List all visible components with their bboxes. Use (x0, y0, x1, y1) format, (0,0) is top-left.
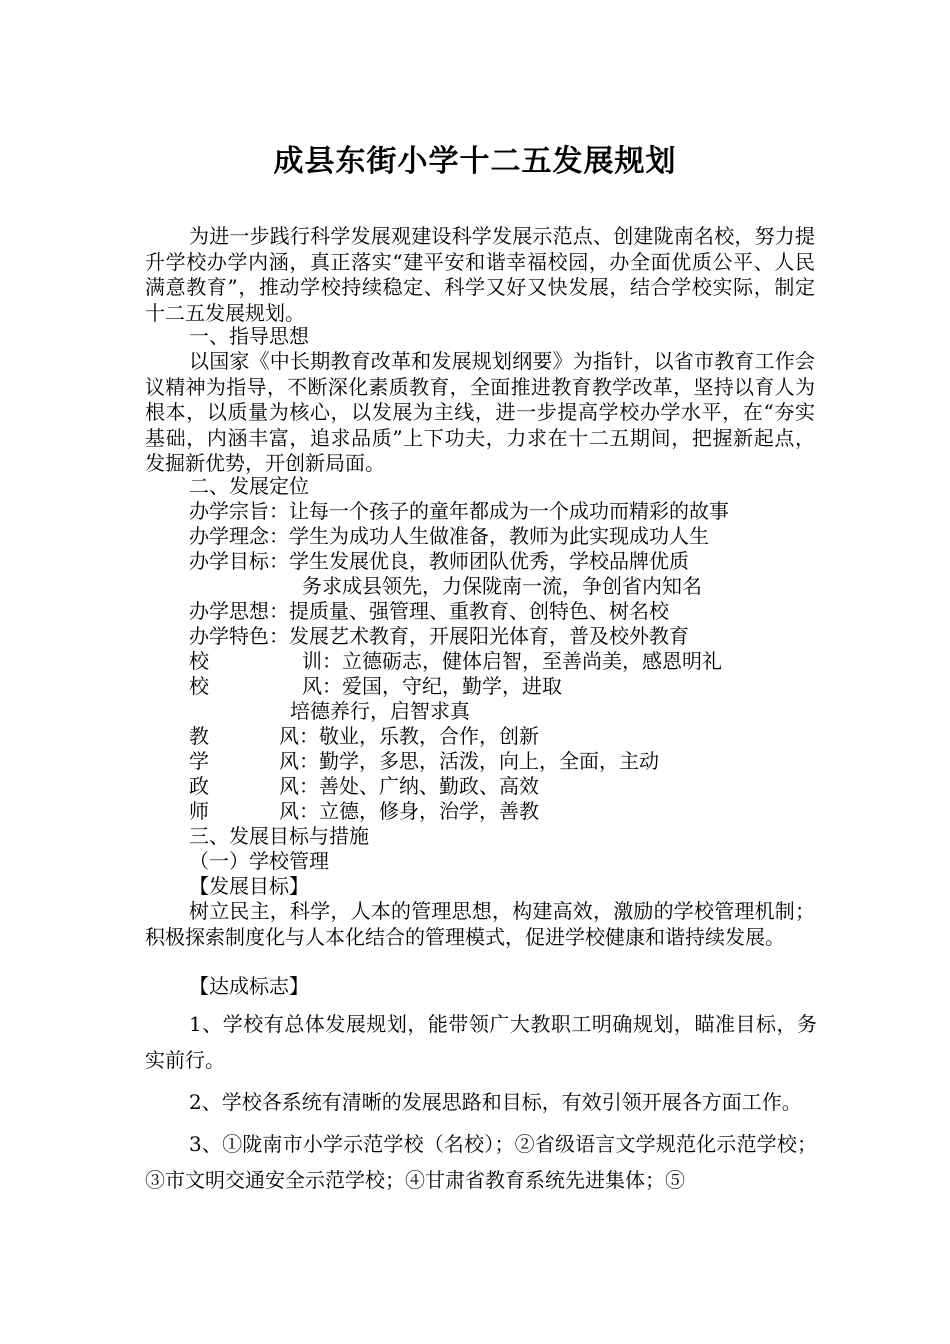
section3-heading: 三、发展目标与措施 (189, 824, 369, 848)
xiaofeng-text: 爱国，守纪，勤学，进取 (342, 674, 562, 698)
feng-char1: 政 (189, 774, 209, 798)
positioning-row (189, 499, 729, 524)
section3-sub1: （一）学校管理 (189, 849, 329, 873)
positioning-label: 办学特色： (189, 624, 289, 648)
positioning-value: 学生发展优良，教师团队优秀，学校品牌优质 (289, 549, 689, 573)
feng-char1: 师 (189, 799, 209, 823)
feng-row (189, 724, 539, 749)
positioning-value: 发展艺术教育，开展阳光体育，普及校外教育 (289, 624, 689, 648)
feng-char2: 风： (279, 799, 319, 823)
xiaofeng-row (189, 674, 562, 699)
document-title: 成县东街小学十二五发展规划 (273, 144, 677, 179)
feng-row (189, 749, 659, 774)
mark-tag: 【达成标志】 (189, 974, 309, 998)
goal-paragraph (145, 899, 815, 950)
positioning-label: 办学思想： (189, 599, 289, 623)
mark-item: 3、①陇南市小学示范学校（名校）；②省级语言文学规范化示范学校；③市文明交通安全示范学校；④甘肃省教育系统先进集体；⑤ (145, 1132, 817, 1192)
section1-body (145, 349, 815, 477)
positioning-row (189, 599, 669, 624)
intro-paragraph (145, 224, 815, 326)
feng-char2: 风： (279, 749, 319, 773)
feng-text: 立德，修身，治学，善教 (319, 799, 539, 823)
xiaoxun-char1: 校 (189, 649, 209, 673)
positioning-row (302, 574, 702, 599)
marks-block (145, 1006, 817, 1198)
feng-text: 勤学，多思，活泼，向上，全面，主动 (319, 749, 659, 773)
feng-char2: 风： (279, 724, 319, 748)
section2-heading: 二、发展定位 (189, 474, 309, 498)
xiaoxun-char2: 训： (302, 649, 342, 673)
xiaofeng-char1: 校 (189, 674, 209, 698)
positioning-label: 办学宗旨： (189, 499, 289, 523)
positioning-label: 办学目标： (189, 549, 289, 573)
feng-char1: 学 (189, 749, 209, 773)
feng-char1: 教 (189, 724, 209, 748)
goal-text: 树立民主，科学，人本的管理思想，构建高效，激励的学校管理机制；积极探索制度化与人本化结合的管理模式，促进学校健康和谐持续发展。 (145, 899, 815, 949)
positioning-label: 办学理念： (189, 524, 289, 548)
intro-text: 为进一步践行科学发展观建设科学发展示范点、创建陇南名校，努力提升学校办学内涵，真正落实“建平安和谐幸福校园，办全面优质公平、人民满意教育”，推动学校持续稳定、科学又好又快发展，结合学校实际，制定十二五发展规划。 (145, 224, 815, 325)
feng-row (189, 799, 539, 824)
xiaoxun-text: 立德砺志，健体启智，至善尚美，感恩明礼 (342, 649, 722, 673)
positioning-value: 学生为成功人生做准备，教师为此实现成功人生 (289, 524, 709, 548)
section1-heading: 一、指导思想 (189, 324, 309, 348)
xiaoxun-row (189, 649, 722, 674)
section1-text: 以国家《中长期教育改革和发展规划纲要》为指针，以省市教育工作会议精神为指导，不断深化素质教育，全面推进教育教学改革，坚持以育人为根本，以质量为核心，以发展为主线，进一步提高学校办学水平，在“夯实基础，内涵丰富，追求品质”上下功夫，力求在十二五期间，把握新起点，发掘新优势，开创新局面。 (145, 349, 815, 476)
xiaofeng-extra: 培德养行，启智求真 (290, 699, 470, 723)
feng-char2: 风： (279, 774, 319, 798)
mark-item: 2、学校各系统有清晰的发展思路和目标，有效引领开展各方面工作。 (189, 1090, 802, 1114)
positioning-row (189, 624, 689, 649)
positioning-row (189, 549, 689, 574)
mark-item: 1、学校有总体发展规划，能带领广大教职工明确规划，瞄准目标，务实前行。 (145, 1012, 817, 1072)
positioning-row (189, 524, 709, 549)
feng-text: 敬业，乐教，合作，创新 (319, 724, 539, 748)
positioning-value: 提质量、强管理、重教育、创特色、树名校 (289, 599, 669, 623)
positioning-value: 让每一个孩子的童年都成为一个成功而精彩的故事 (289, 499, 729, 523)
xiaofeng-char2: 风： (302, 674, 342, 698)
positioning-value: 务求成县领先，力保陇南一流，争创省内知名 (302, 574, 702, 598)
goal-tag: 【发展目标】 (189, 874, 309, 898)
feng-row (189, 774, 539, 799)
feng-text: 善处、广纳、勤政、高效 (319, 774, 539, 798)
